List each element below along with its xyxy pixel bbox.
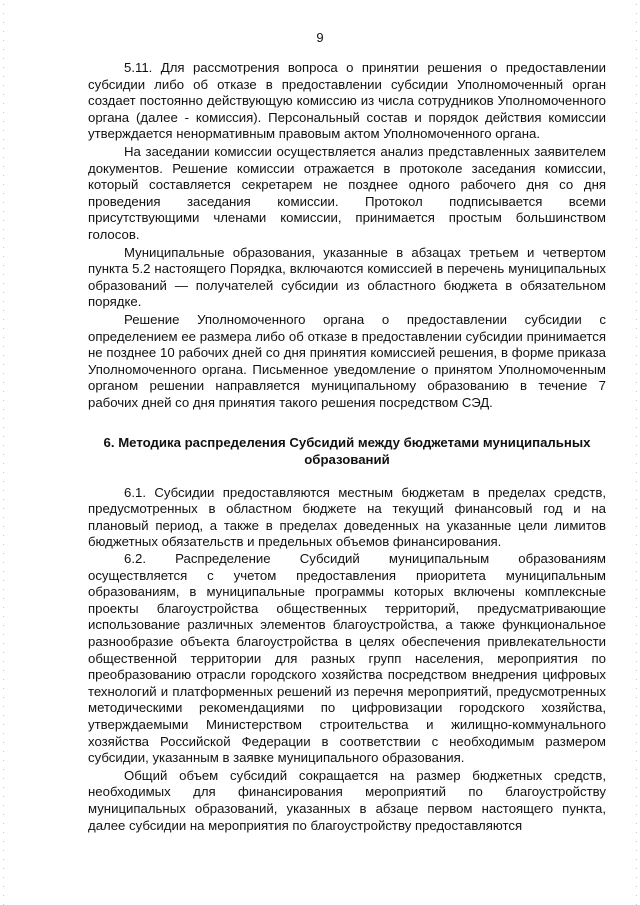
paragraph-6-1: 6.1. Субсидии предоставляются местным бюджетам в пределах средств, предусмотренных в областном бюджете на текущий финансовый год и на плановый период, а также в пределах доведенных на указанные цели лимитов бюджетных обязательств и предельных объемов финансирования. [88,484,606,550]
paragraph-commission-meeting: На заседании комиссии осуществляется анализ представленных заявителем документов. Решение комиссии отражается в протоколе заседания комиссии, который составляется секретарем не позднее одного рабочего дня со дня проведения заседания комиссии. Протокол подписывается всеми присутствующими членами комиссии, принимается простым большинством голосов. [88,143,606,242]
scan-edge-left [2,0,5,905]
paragraph-municipalities-included: Муниципальные образования, указанные в абзацах третьем и четвертом пункта 5.2 настоящего Порядка, включаются комиссией в перечень муниципальных образований — получателей субсидии из областного бюджета в обязательном порядке. [88,244,606,310]
paragraph-5-11: 5.11. Для рассмотрения вопроса о принятии решения о предоставлении субсидии либо об отказе в предоставлении субсидии Уполномоченный орган создает постоянно действующую комиссию из числа сотрудников Уполномоченного органа (далее - комиссия). Персональный состав и порядок действия комиссии утверждается ненормативным правовым актом Уполномоченного органа. [88,60,606,142]
page-number: 9 [316,30,324,45]
paragraph-decision: Решение Уполномоченного органа о предоставлении субсидии с определением ее размера либо об отказе в предоставлении субсидии принимается не позднее 10 рабочих дней со дня принятия комиссией решения, в форме приказа Уполномоченного органа. Письменное уведомление о принятом Уполномоченным органом решении направляется муниципальному образованию в течение 7 рабочих дней со дня принятия такого решения посредством СЭД. [88,311,606,410]
paragraph-total-volume: Общий объем субсидий сокращается на размер бюджетных средств, необходимых для финансирования мероприятий по благоустройству муниципальных образований, указанных в абзаце первом настоящего пункта, далее субсидии на мероприятия по благоустройству предоставляются [88,767,606,833]
scan-edge-right [635,0,638,905]
section-heading: 6. Методика распределения Субсидий между бюджетами муниципальных образований [103,435,591,468]
paragraph-6-2: 6.2. Распределение Субсидий муниципальным образованиям осуществляется с учетом предоставления приоритета муниципальным образованиям, в муниципальные программы которых включены комплексные проекты благоустройства общественных территорий, предусматривающие использование различных элементов благоустройства, а также функциональное разнообразие объекта благоустройства в целях обеспечения привлекательности общественной территории для разных групп населения, мероприятия по преобразованию отрасли городского хозяйства посредством внедрения цифровых технологий и платформенных решений из перечня мероприятий, предусмотренных методическими рекомендациями по цифровизации городского хозяйства, утверждаемыми Министерством строительства и жилищно-коммунального хозяйства Российской Федерации в соответствии с необходимым размером субсидии, указанным в заявке муниципального образования. [88,551,606,766]
document-body [88,60,606,834]
